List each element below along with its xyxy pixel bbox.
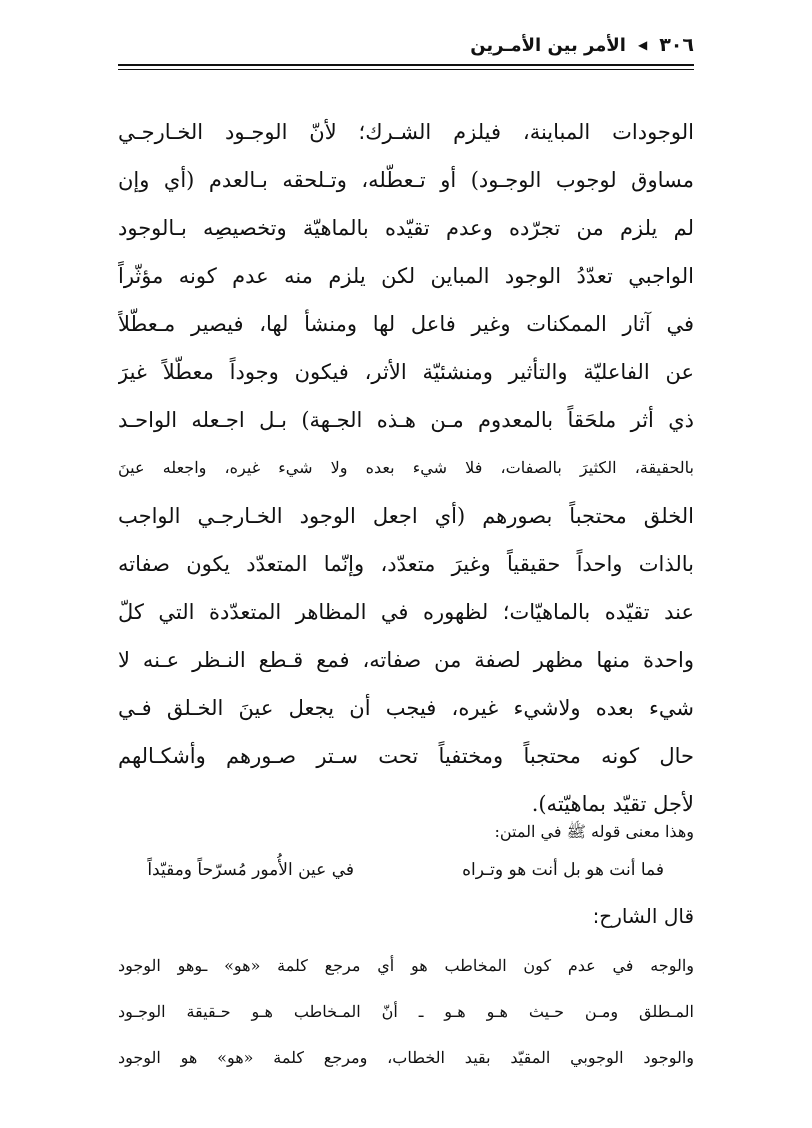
body-line: الخلق محتجباً بصورهم (أي اجعل الوجود الخـارجـي الواجب (118, 504, 694, 528)
commentary-line: والوجود الوجوبي المقيّد بقيد الخطاب، ومرجع كلمة «هو» هو الوجود (118, 1048, 694, 1067)
body-line: لم يلزم من تجرّده وعدم تقيّده بالماهيّة وتخصيصِه بـالوجود (118, 216, 694, 240)
body-line: في آثار الممكنات وغير فاعل لها ومنشأ لها، فيصير مـعطّلاً (118, 312, 694, 336)
body-line: واحدة منها مظهر لصفة من صفاته، فمع قـطع النـظر عـنه لا (118, 648, 694, 672)
body-line: حال كونه محتجباً ومختفياً تحت سـتر صـورهم وأشكـالهم (118, 744, 694, 768)
body-line: الواجبي تعدّدُ الوجود المباين لكن يلزم منه عدم كونه مؤثّراً (118, 264, 694, 288)
header-title: الأمر بين الأمـرين (470, 34, 626, 56)
body-line: شيء بعده ولاشيء غيره، فيجب أن يجعل عينَ الخـلق فـي (118, 696, 694, 720)
poem-hemistich-2: في عين الأُمور مُسرّحاً ومقيّداً (147, 860, 354, 880)
header-rule-thin (118, 69, 694, 70)
commentary-heading: قال الشارح: (592, 904, 694, 928)
body-line: بالحقيقة، الكثيرَ بالصفات، فلا شيء بعده ولا شيء غيره، واجعله عينَ (118, 458, 694, 477)
body-line: مساوق لوجوب الوجـود) أو تـعطّله، وتـلحقه بـالعدم (أي وإن (118, 168, 694, 192)
poem-hemistich-1: فما أنت هو بل أنت هو وتـراه (462, 860, 664, 880)
body-line: عن الفاعليّة والتأثير ومنشئيّة الأثر، فيكون وجوداً معطّلاً غيرَ (118, 360, 694, 384)
running-header (118, 30, 694, 60)
commentary-line: المـطلق ومـن حـيث هـو هـو ـ أنّ المـخاطب هـو حـقيقة الوجـود (118, 1002, 694, 1021)
commentary-line: والوجه في عدم كون المخاطب هو أي مرجع كلمة «هو» ـوهو الوجود (118, 956, 694, 975)
intro-line: وهذا معنى قوله ﷺ في المتن: (494, 822, 694, 841)
body-line: عند تقيّده بالماهيّات؛ لظهوره في المظاهر المتعدّدة التي كلّ (118, 600, 694, 624)
body-line: لأجل تقيّد بماهيّته). (531, 792, 694, 816)
body-line: الوجودات المباينة، فيلزم الشـرك؛ لأنّ الوجـود الخـارجـي (118, 120, 694, 144)
body-line: بالذات واحداً حقيقياً وغيرَ متعدّد، وإنّما المتعدّد يكون صفاته (118, 552, 694, 576)
page-number: ٣٠٦ (659, 34, 694, 56)
header-arrow-icon: ◀ (637, 38, 648, 52)
poem-verse (118, 852, 694, 888)
header-rule-thick (118, 64, 694, 66)
body-line: ذي أثر ملحَقاً بالمعدوم مـن هـذه الجـهة) بـل اجـعله الواحـد (118, 408, 694, 432)
